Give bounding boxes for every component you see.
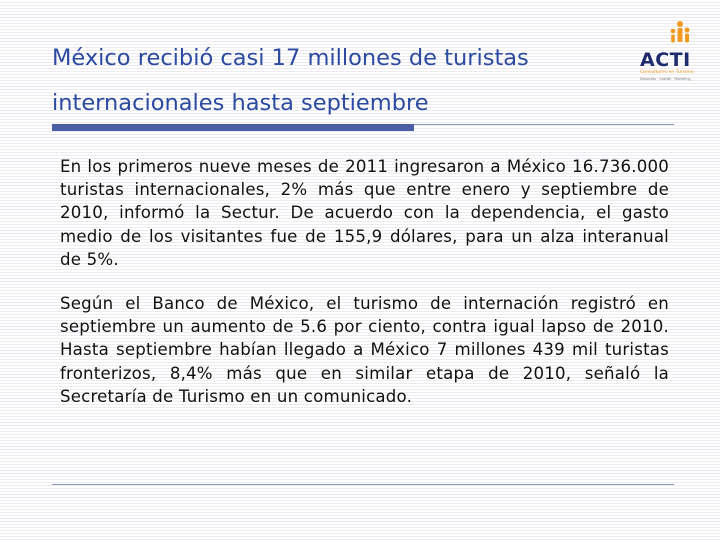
logo-subtagline: Desarrollo · Gestión · Marketing: [640, 77, 691, 81]
logo-tagline: Consultores en Turismo: [640, 70, 694, 75]
title-divider-accent: [52, 124, 414, 131]
slide-title: [52, 36, 612, 126]
slide-body: [60, 155, 669, 429]
footer-divider: [52, 484, 674, 485]
slide-title-line-1: México recibió casi 17 millones de turistas: [52, 45, 529, 71]
slide-title-line-2: internacionales hasta septiembre: [52, 90, 429, 116]
logo-wordmark: ACTI: [640, 49, 691, 71]
people-figures-icon: [671, 21, 690, 43]
paragraph: Según el Banco de México, el turismo de internación registró en septiembre un aumento de 5.6 por ciento, contra igual lapso de 2010. Hasta septiembre habían llegado a México 7 millones 439 mil turistas fronterizos, 8,4% más que en similar etapa de 2010, señaló la Secretaría de Turismo en un comunicado.: [60, 294, 669, 406]
paragraph: En los primeros nueve meses de 2011 ingresaron a México 16.736.000 turistas internacionales, 2% más que entre enero y septiembre de 2010, informó la Sectur. De acuerdo con la dependencia, el gasto medio de los visitantes fue de 155,9 dólares, para un alza interanual de 5%.: [60, 157, 669, 269]
acti-logo: [636, 18, 700, 92]
